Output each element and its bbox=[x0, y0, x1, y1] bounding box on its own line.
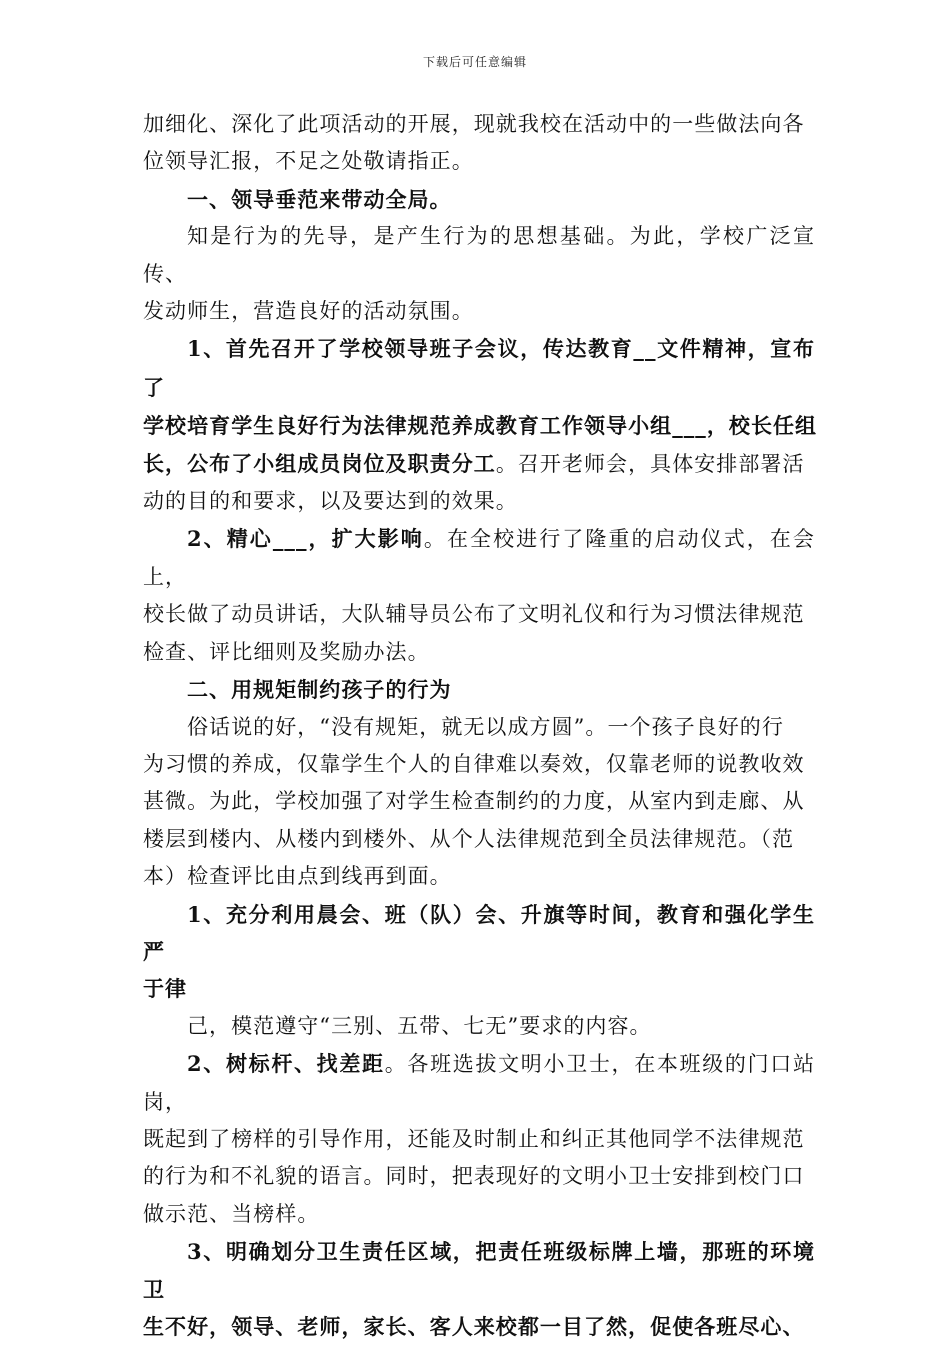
text-line: 动的目的和要求，以及要达到的效果。 bbox=[143, 489, 518, 514]
bold-text: 长，公布了小组成员岗位及职责分工 bbox=[143, 450, 496, 476]
text-line: 知是行为的先导，是产生行为的思想基础。为此，学校广泛宣传、 bbox=[143, 224, 815, 286]
text-line: 。各班选拔文明小卫士，在本班级的门口站岗， bbox=[143, 1052, 816, 1114]
text-line: 校长做了动员讲话，大队辅导员公布了文明礼仪和行为习惯法律规范 bbox=[143, 602, 805, 627]
text-line: 。在全校进行了隆重的启动仪式，在会上， bbox=[143, 527, 815, 589]
text-line: 位领导汇报，不足之处敬请指正。 bbox=[143, 149, 474, 174]
paragraph-item-4 bbox=[143, 1045, 815, 1233]
bold-text: 1、充分利用晨会、班（队）会、升旗等时间，教育和强化学生严 bbox=[143, 901, 815, 964]
heading-text: 二、用规矩制约孩子的行为 bbox=[187, 677, 452, 703]
section-heading-2 bbox=[143, 671, 815, 708]
paragraph-item-2 bbox=[143, 520, 815, 671]
paragraph-item-1 bbox=[143, 330, 818, 520]
text-line: 。召开老师会，具体安排部署活 bbox=[495, 451, 805, 476]
bold-text: 生不好，领导、老师，家长、客人来校都一目了然，促使各班尽心、 bbox=[143, 1314, 805, 1339]
bold-text: 1、首先召开了学校领导班子会议，传达教育__文件精神，宣布了 bbox=[143, 336, 815, 400]
text-line: 的行为和不礼貌的语言。同时，把表现好的文明小卫士安排到校门口 bbox=[143, 1164, 805, 1189]
page-header: 下载后可任意编辑 bbox=[422, 55, 527, 69]
text-line: 甚微。为此，学校加强了对学生检查制约的力度，从室内到走廊、从 bbox=[143, 789, 805, 814]
document-body bbox=[143, 106, 818, 1345]
paragraph-rules bbox=[143, 709, 815, 896]
section-heading-1 bbox=[143, 181, 815, 218]
text-line: 己，模范遵守“三别、五带、七无”要求的内容。 bbox=[187, 1013, 652, 1038]
bold-text: 2、精心___，扩大影响 bbox=[187, 526, 424, 552]
text-line: 做示范、当榜样。 bbox=[143, 1201, 320, 1226]
bold-text: 3、明确划分卫生责任区域，把责任班级标牌上墙，那班的环境卫 bbox=[143, 1239, 815, 1302]
bold-text: 学校培育学生良好行为法律规范养成教育工作领导小组___，校长任组 bbox=[143, 413, 818, 439]
paragraph-continuation bbox=[143, 1008, 815, 1045]
paragraph-item-5 bbox=[143, 1233, 815, 1345]
bold-text: 于律 bbox=[143, 976, 188, 1002]
text-line: 俗话说的好，“没有规矩，就无以成方圆”。一个孩子良好的行 bbox=[187, 714, 784, 739]
text-line: 加细化、深化了此项活动的开展，现就我校在活动中的一些做法向各 bbox=[143, 112, 805, 136]
paragraph-intro bbox=[143, 106, 815, 181]
text-line: 检查、评比细则及奖励办法。 bbox=[143, 639, 430, 664]
paragraph-knowledge bbox=[143, 218, 815, 330]
text-line: 为习惯的养成，仅靠学生个人的自律难以奏效，仅靠老师的说教收效 bbox=[143, 751, 805, 776]
bold-text: 2、树标杆、找差距 bbox=[187, 1051, 385, 1077]
text-line: 既起到了榜样的引导作用，还能及时制止和纠正其他同学不法律规范 bbox=[143, 1126, 805, 1151]
text-line: 楼层到楼内、从楼内到楼外、从个人法律规范到全员法律规范。（范 bbox=[143, 826, 794, 851]
paragraph-item-3 bbox=[143, 896, 815, 1008]
text-line: 发动师生，营造良好的活动氛围。 bbox=[143, 299, 474, 324]
text-line: 本）检查评比由点到线再到面。 bbox=[143, 864, 452, 889]
heading-text: 一、领导垂范来带动全局。 bbox=[187, 186, 452, 212]
